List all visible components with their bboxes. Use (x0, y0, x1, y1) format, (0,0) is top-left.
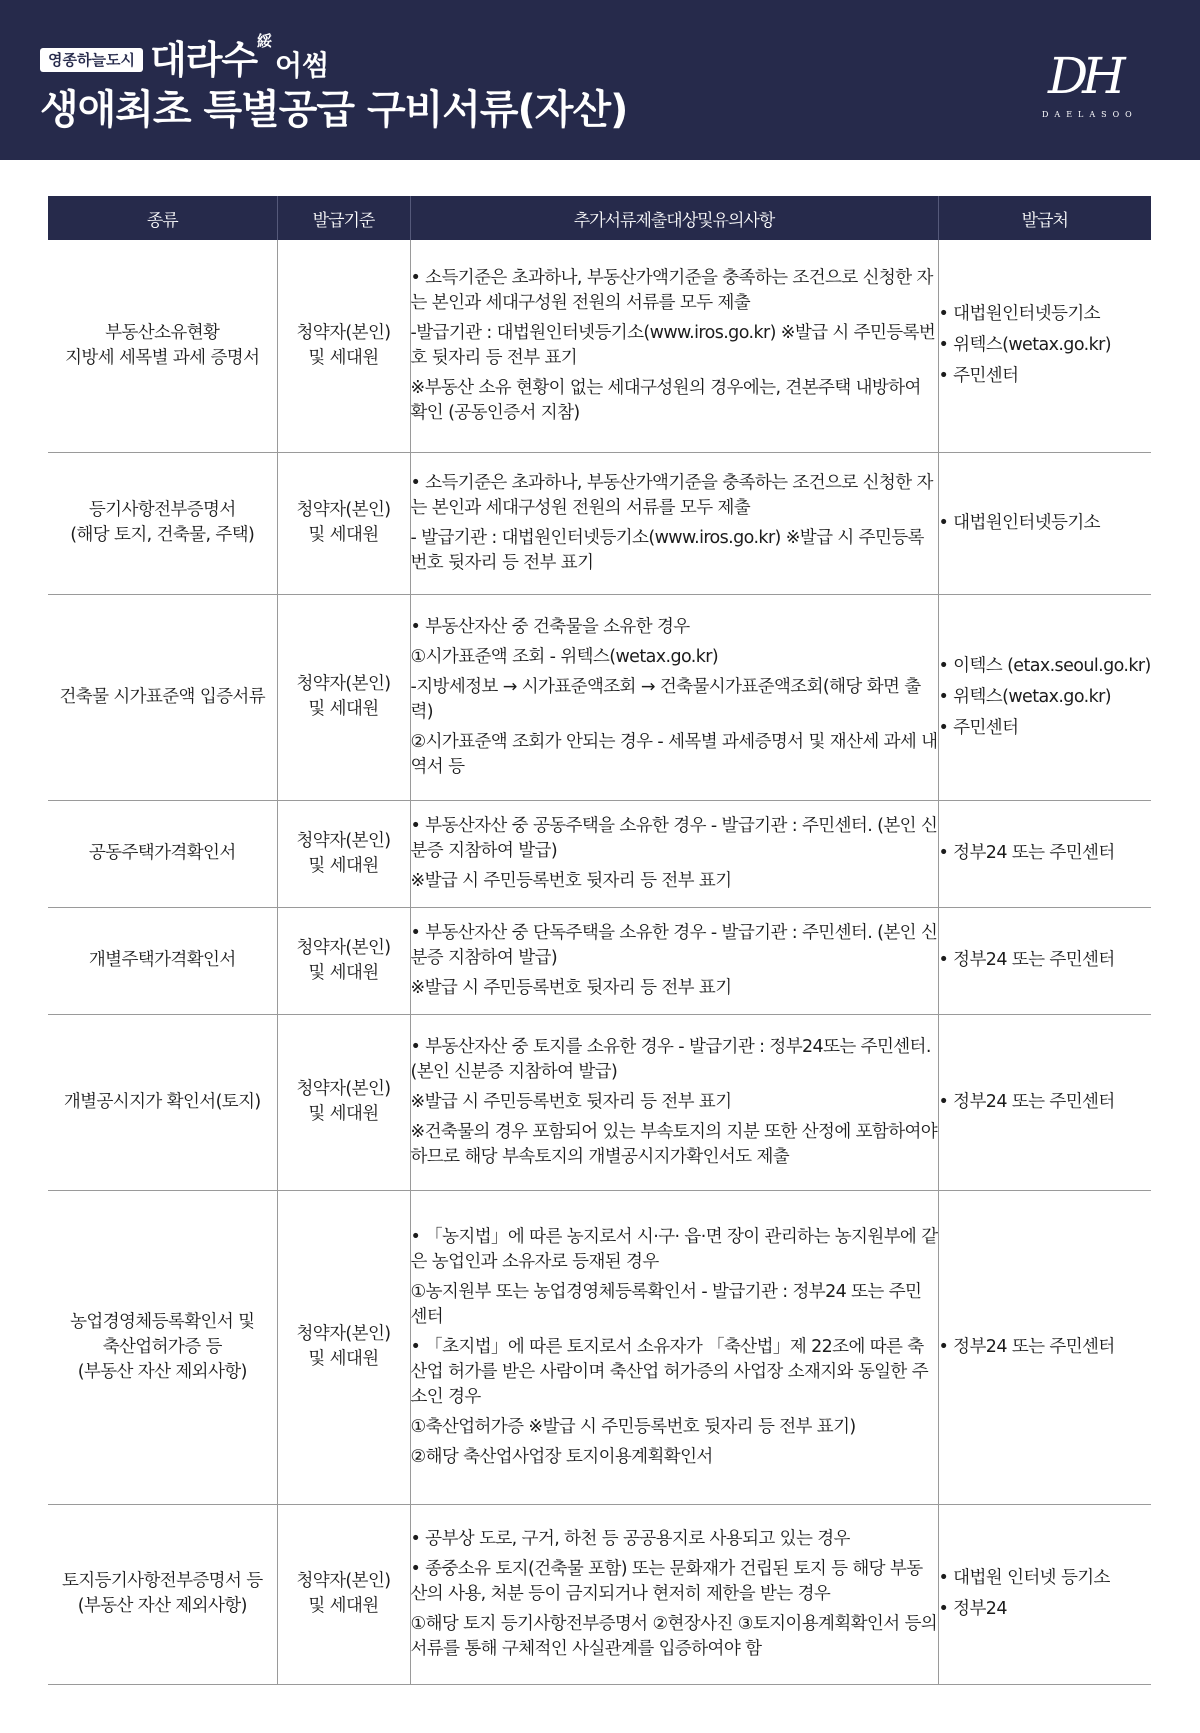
issuer-item: • 정부24 또는 주민센터 (938, 950, 1115, 970)
document-type-cell (48, 1504, 277, 1684)
issuer-cell (938, 594, 1151, 800)
issuance-basis-line: 청약자(본인) (296, 1079, 391, 1099)
issuance-basis-line: 청약자(본인) (296, 1324, 391, 1344)
table-row (48, 240, 1151, 452)
issuer-cell (938, 907, 1151, 1014)
document-type-line: 등기사항전부증명서 (88, 500, 236, 520)
notes-cell (410, 240, 938, 452)
column-header-basis: 발급기준 (277, 196, 410, 240)
table-row (48, 800, 1151, 907)
note-item: • 소득기준은 초과하나, 부동산가액기준을 충족하는 조건으로 신청한 자는 본인과 세대구성원 전원의 서류를 모두 제출 (410, 267, 933, 313)
table-row (48, 594, 1151, 800)
table-row (48, 1190, 1151, 1504)
table-row (48, 1014, 1151, 1190)
issuance-basis-cell (277, 594, 410, 800)
note-item: • 부동산자산 중 공동주택을 소유한 경우 - 발급기관 : 주민센터. (본인 신분증 지참하여 발급) (410, 815, 938, 861)
note-item: ※발급 시 주민등록번호 뒷자리 등 전부 표기 (410, 977, 732, 998)
document-type-line: (해당 토지, 건축물, 주택) (70, 525, 255, 545)
note-item: • 부동산자산 중 건축물을 소유한 경우 (410, 616, 690, 637)
issuance-basis-line: 및 세대원 (308, 962, 379, 983)
location-badge: 영종하늘도시 (40, 48, 143, 72)
document-type-line: 개별공시지가 확인서(토지) (63, 1091, 261, 1112)
brand-suffix: 어썸 (275, 49, 330, 82)
note-item: -지방세정보 → 시가표준액조회 → 건축물시가표준액조회(해당 화면 출력) (410, 676, 921, 722)
note-item: ①해당 토지 등기사항전부증명서 ②현장사진 ③토지이용계획확인서 등의 서류를 통해 구체적인 사실관계를 입증하여야 함 (410, 1613, 938, 1659)
issuance-basis-line: 청약자(본인) (296, 322, 391, 343)
issuance-basis-cell (277, 1504, 410, 1684)
table-header-row (48, 196, 1151, 240)
notes-cell (410, 452, 938, 594)
note-item: ②시가표준액 조회가 안되는 경우 - 세목별 과세증명서 및 재산세 과세 내역서 등 (410, 731, 938, 777)
issuance-basis-line: 및 세대원 (308, 347, 379, 368)
issuer-item: • 위텍스(wetax.go.kr) (938, 686, 1111, 707)
notes-cell (410, 1190, 938, 1504)
note-item: • 부동산자산 중 토지를 소유한 경우 - 발급기관 : 정부24또는 주민센터. (본인 신분증 지참하여 발급) (410, 1036, 931, 1082)
issuer-cell (938, 1190, 1151, 1504)
issuer-item: • 정부24 또는 주민센터 (938, 1091, 1115, 1112)
issuance-basis-line: 청약자(본인) (296, 1571, 391, 1591)
issuer-item: • 대법원인터넷등기소 (938, 304, 1100, 325)
page-header (0, 0, 1200, 160)
note-item: • 「초지법」에 따른 토지로서 소유자가 「축산법」제 22조에 따른 축산업 허가를 받은 사람이며 축산업 허가증의 사업장 소재지와 동일한 주소인 경우 (410, 1336, 929, 1407)
notes-cell (410, 800, 938, 907)
issuer-item: • 대법원인터넷등기소 (938, 512, 1100, 533)
notes-cell (410, 1504, 938, 1684)
issuer-cell (938, 452, 1151, 594)
note-item: ※발급 시 주민등록번호 뒷자리 등 전부 표기 (410, 1091, 732, 1112)
issuance-basis-cell (277, 1014, 410, 1190)
documents-table (48, 196, 1151, 1685)
document-type-cell (48, 1014, 277, 1190)
note-item: ①축산업허가증 ※발급 시 주민등록번호 뒷자리 등 전부 표기) (410, 1416, 856, 1437)
column-header-type: 종류 (48, 196, 277, 240)
issuer-cell (938, 800, 1151, 907)
note-item: ※부동산 소유 현황이 없는 세대구성원의 경우에는, 견본주택 내방하여 확인 (공동인증서 지참) (410, 377, 921, 423)
document-type-line: 건축물 시가표준액 입증서류 (59, 686, 266, 707)
issuer-cell (938, 240, 1151, 452)
notes-cell (410, 907, 938, 1014)
note-item: ①시가표준액 조회 - 위텍스(wetax.go.kr) (410, 646, 719, 667)
document-type-line: 부동산소유현황 (105, 322, 220, 343)
document-type-line: (부동산 자산 제외사항) (77, 1596, 247, 1616)
notes-cell (410, 594, 938, 800)
note-item: ※발급 시 주민등록번호 뒷자리 등 전부 표기 (410, 870, 732, 891)
note-item: • 소득기준은 초과하나, 부동산가액기준을 충족하는 조건으로 신청한 자는 본인과 세대구성원 전원의 서류를 모두 제출 (410, 472, 933, 518)
column-header-notes: 추가서류제출대상및유의사항 (410, 196, 938, 240)
issuance-basis-line: 청약자(본인) (296, 500, 391, 520)
issuer-item: • 위텍스(wetax.go.kr) (938, 335, 1111, 356)
note-item: -발급기관 : 대법원인터넷등기소(www.iros.go.kr) ※발급 시 주민등록번호 뒷자리 등 전부 표기 (410, 322, 936, 368)
document-type-line: 공동주택가격확인서 (88, 843, 236, 863)
issuance-basis-line: 및 세대원 (308, 1596, 379, 1616)
table-row (48, 907, 1151, 1014)
document-type-line: (부동산 자산 제외사항) (77, 1361, 247, 1382)
logo-monogram: DH (1048, 47, 1120, 105)
document-type-line: 토지등기사항전부증명서 등 (61, 1571, 263, 1591)
issuer-item: • 이텍스 (etax.seoul.go.kr) (938, 655, 1151, 676)
document-type-cell (48, 452, 277, 594)
issuance-basis-line: 청약자(본인) (296, 830, 391, 851)
note-item: ②해당 축산업사업장 토지이용계획확인서 (410, 1446, 713, 1467)
issuer-item: • 주민센터 (938, 717, 1019, 738)
document-type-line: 지방세 세목별 과세 증명서 (65, 347, 260, 368)
brand-name: 대라수 (150, 38, 258, 82)
note-item: - 발급기관 : 대법원인터넷등기소(www.iros.go.kr) ※발급 시 주민등록번호 뒷자리 등 전부 표기 (410, 527, 924, 573)
brand-superscript: 綏 (257, 32, 273, 50)
issuance-basis-line: 및 세대원 (308, 1349, 379, 1369)
issuer-item: • 정부24 또는 주민센터 (938, 843, 1115, 863)
issuance-basis-line: 청약자(본인) (296, 674, 391, 694)
document-type-line: 개별주택가격확인서 (88, 950, 236, 970)
issuance-basis-line: 및 세대원 (308, 699, 379, 719)
issuer-item: • 주민센터 (938, 366, 1019, 387)
brand-logo (1030, 48, 1160, 122)
note-item: • 부동산자산 중 단독주택을 소유한 경우 - 발급기관 : 주민센터. (본인 신분증 지참하여 발급) (410, 922, 938, 968)
note-item: ①농지원부 또는 농업경영체등록확인서 - 발급기관 : 정부24 또는 주민센터 (410, 1281, 922, 1327)
note-item: • 종중소유 토지(건축물 포함) 또는 문화재가 건립된 토지 등 해당 부동산의 사용, 처분 등이 금지되거나 현저히 제한을 받는 경우 (410, 1558, 923, 1604)
issuer-item: • 정부24 또는 주민센터 (938, 1336, 1115, 1357)
document-type-line: 축산업허가증 등 (102, 1336, 222, 1357)
issuer-cell (938, 1504, 1151, 1684)
notes-cell (410, 1014, 938, 1190)
issuer-item: • 대법원 인터넷 등기소 (938, 1568, 1110, 1588)
document-type-cell (48, 240, 277, 452)
table-row (48, 452, 1151, 594)
issuance-basis-cell (277, 240, 410, 452)
issuance-basis-line: 및 세대원 (308, 855, 379, 876)
issuance-basis-cell (277, 452, 410, 594)
note-item: ※건축물의 경우 포함되어 있는 부속토지의 지분 또한 산정에 포함하여야 하므로 해당 부속토지의 개별공시지가확인서도 제출 (410, 1121, 938, 1167)
document-type-cell (48, 594, 277, 800)
issuance-basis-cell (277, 800, 410, 907)
issuer-item: • 정부24 (938, 1599, 1007, 1619)
document-type-line: 농업경영체등록확인서 및 (70, 1311, 255, 1332)
column-header-issuer: 발급처 (938, 196, 1151, 240)
issuance-basis-line: 및 세대원 (308, 525, 379, 545)
issuer-cell (938, 1014, 1151, 1190)
issuance-basis-cell (277, 1190, 410, 1504)
document-type-cell (48, 800, 277, 907)
document-type-cell (48, 907, 277, 1014)
issuance-basis-cell (277, 907, 410, 1014)
note-item: • 「농지법」에 따른 농지로서 시·구· 읍·면 장이 관리하는 농지원부에 같은 농업인과 소유자로 등재된 경우 (410, 1226, 938, 1272)
note-item: • 공부상 도로, 구거, 하천 등 공공용지로 사용되고 있는 경우 (410, 1528, 850, 1549)
table-row (48, 1504, 1151, 1684)
page-title: 생애최초 특별공급 구비서류(자산) (40, 87, 628, 133)
logo-wordmark: DAELASOO (1042, 110, 1138, 119)
issuance-basis-line: 청약자(본인) (296, 937, 391, 958)
document-type-cell (48, 1190, 277, 1504)
issuance-basis-line: 및 세대원 (308, 1104, 379, 1124)
